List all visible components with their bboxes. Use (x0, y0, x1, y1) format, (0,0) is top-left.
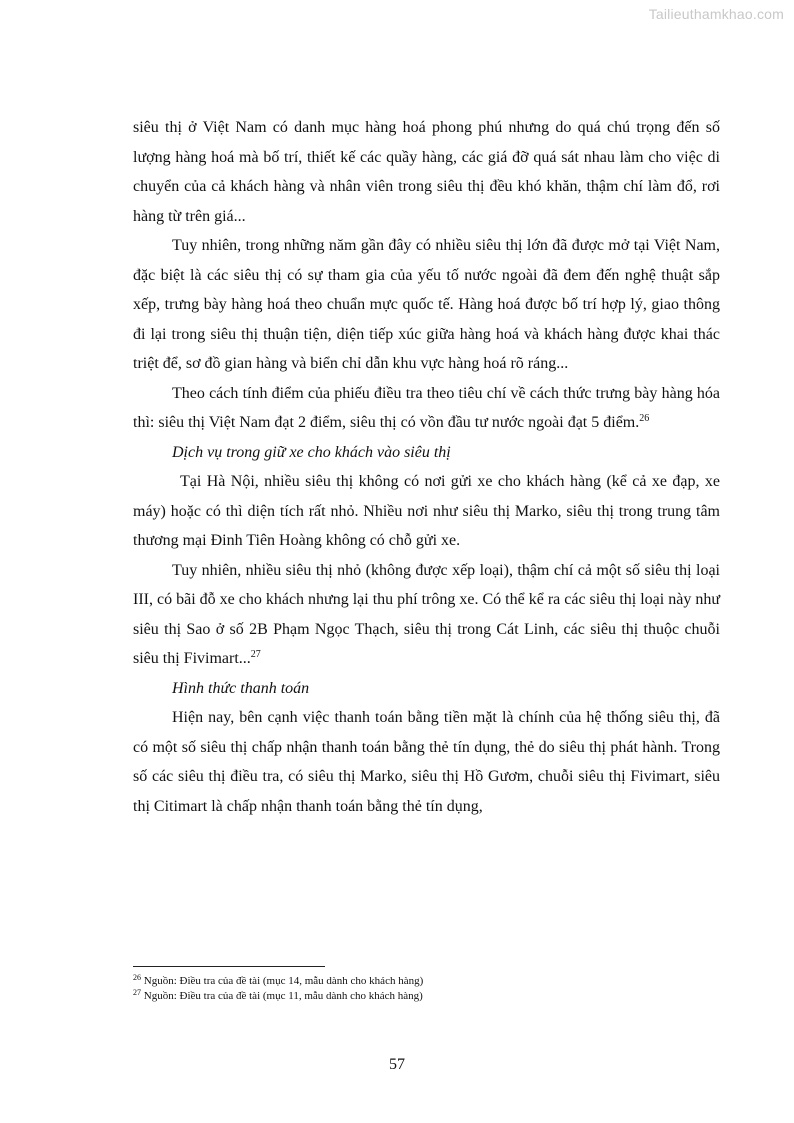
footnotes (133, 974, 693, 1004)
paragraph-5-text: Tuy nhiên, nhiều siêu thị nhỏ (không được xếp loại), thậm chí cả một số siêu thị loại III, có bãi đỗ xe cho khách nhưng lại thu phí trông xe. Có thể kể ra các siêu thị loại này như siêu thị Sao ở số 2B Phạm Ngọc Thạch, siêu thị trong Cát Linh, các siêu thị thuộc chuỗi siêu thị Fivimart... (133, 561, 720, 667)
footnote-26 (133, 974, 693, 989)
paragraph-4: Tại Hà Nội, nhiều siêu thị không có nơi gửi xe cho khách hàng (kể cả xe đạp, xe máy) hoặc có thì diện tích rất nhỏ. Nhiều nơi như siêu thị Marko, siêu thị trong trung tâm thương mại Đinh Tiên Hoàng không có chỗ gửi xe. (133, 473, 720, 549)
section-heading-payment: Hình thức thanh toán (172, 679, 310, 697)
page-body (133, 113, 720, 821)
footnote-text: Nguồn: Điều tra của đề tài (mục 11, mẫu dành cho khách hàng) (143, 990, 423, 1002)
footnote-number: 27 (133, 988, 141, 997)
footnote-text: Nguồn: Điều tra của đề tài (mục 14, mẫu dành cho khách hàng) (143, 975, 424, 987)
footnote-ref-26[interactable]: 26 (639, 413, 650, 424)
footnote-number: 26 (133, 973, 141, 982)
paragraph-6: Hiện nay, bên cạnh việc thanh toán bằng tiền mặt là chính của hệ thống siêu thị, đã có một số siêu thị chấp nhận thanh toán bằng thẻ tín dụng, thẻ do siêu thị phát hành. Trong số các siêu thị điều tra, có siêu thị Marko, siêu thị Hồ Gươm, chuỗi siêu thị Fivimart, siêu thị Citimart là chấp nhận thanh toán bằng thẻ tín dụng, (133, 709, 720, 815)
footnote-27 (133, 989, 693, 1004)
footnote-divider (133, 966, 325, 967)
paragraph-1: siêu thị ở Việt Nam có danh mục hàng hoá phong phú nhưng do quá chú trọng đến số lượng hàng hoá mà bố trí, thiết kế các quầy hàng, các giá đỡ quá sát nhau làm cho việc di chuyển của cả khách hàng và nhân viên trong siêu thị đều khó khăn, thậm chí làm đổ, rơi hàng từ trên giá... (133, 119, 720, 225)
paragraph-5 (133, 556, 720, 674)
page-number: 57 (389, 1056, 405, 1073)
paragraph-2: Tuy nhiên, trong những năm gần đây có nhiều siêu thị lớn đã được mở tại Việt Nam, đặc biệt là các siêu thị có sự tham gia của yếu tố nước ngoài đã đem đến nghệ thuật sắp xếp, trưng bày hàng hoá theo chuẩn mực quốc tế. Hàng hoá được bố trí hợp lý, giao thông đi lại trong siêu thị thuận tiện, diện tiếp xúc giữa hàng hoá và khách hàng được khai thác triệt để, sơ đồ gian hàng và biển chỉ dẫn khu vực hàng hoá rõ ráng... (133, 237, 720, 372)
watermark: Tailieuthamkhao.com (648, 6, 784, 22)
paragraph-3-text: Theo cách tính điểm của phiếu điều tra theo tiêu chí về cách thức trưng bày hàng hóa thì: siêu thị Việt Nam đạt 2 điểm, siêu thị có vồn đầu tư nước ngoài đạt 5 điểm. (133, 384, 720, 431)
footnote-ref-27[interactable]: 27 (250, 649, 261, 660)
section-heading-parking: Dịch vụ trong giữ xe cho khách vào siêu thị (172, 443, 451, 461)
paragraph-3 (133, 379, 720, 438)
